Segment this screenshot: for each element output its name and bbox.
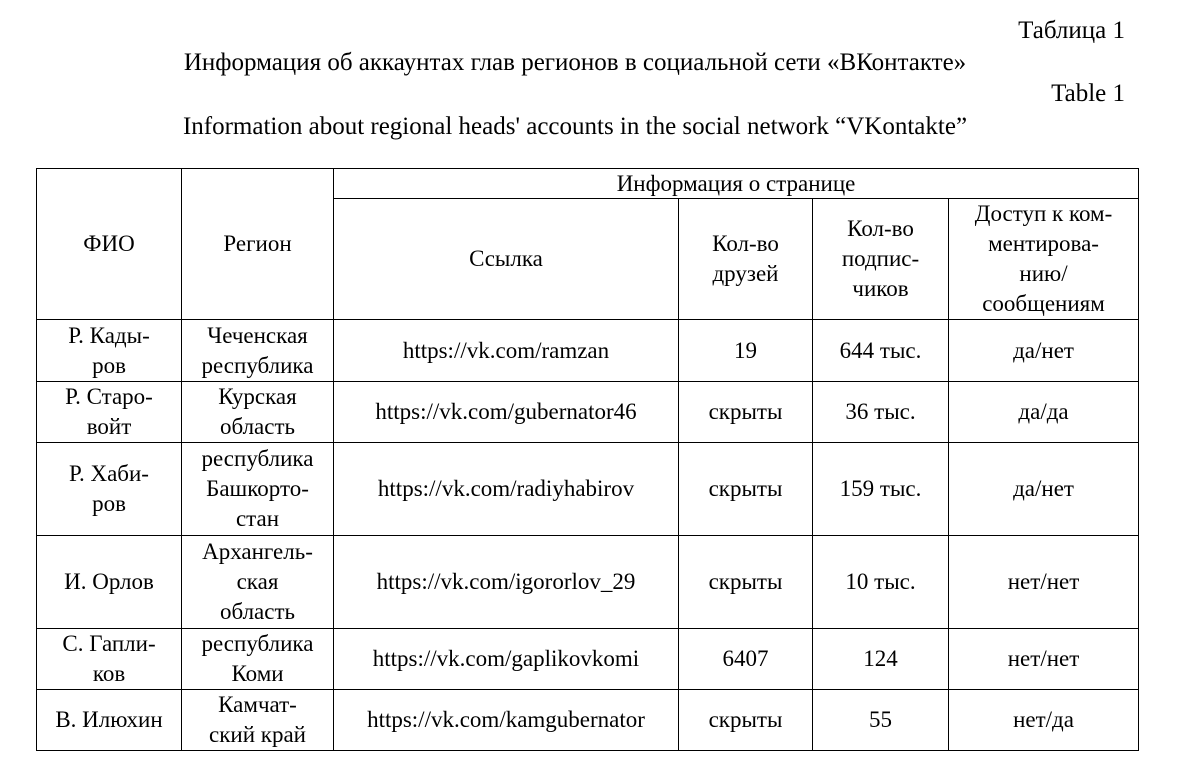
header-name: ФИО (37, 169, 182, 320)
cell-subscribers: 159 тыс. (813, 443, 949, 536)
header-row-top (37, 169, 1139, 199)
cell-region: Архангель- ская область (182, 536, 334, 629)
cell-access: нет/нет (949, 629, 1139, 690)
cell-access: да/да (949, 382, 1139, 443)
cell-link: https://vk.com/igororlov_29 (334, 536, 679, 629)
accounts-table (36, 168, 1139, 751)
header-friends: Кол-во друзей (679, 199, 813, 320)
cell-access: да/нет (949, 320, 1139, 382)
cell-subscribers: 124 (813, 629, 949, 690)
cell-friends: скрыты (679, 382, 813, 443)
cell-friends: 6407 (679, 629, 813, 690)
cell-access: нет/нет (949, 536, 1139, 629)
table-title-en: Information about regional heads' accounts in the social network “VKontakte” (182, 113, 968, 140)
table-header (37, 169, 1139, 320)
cell-friends: 19 (679, 320, 813, 382)
cell-subscribers: 644 тыс. (813, 320, 949, 382)
cell-region: республика Коми (182, 629, 334, 690)
cell-region: республика Башкорто- стан (182, 443, 334, 536)
cell-subscribers: 55 (813, 690, 949, 751)
cell-friends: скрыты (679, 690, 813, 751)
cell-region: Чеченская республика (182, 320, 334, 382)
cell-link: https://vk.com/gaplikovkomi (334, 629, 679, 690)
table-number-ru: Таблица 1 (1018, 17, 1125, 44)
table-body (37, 320, 1139, 751)
cell-name: Р. Хаби- ров (37, 443, 182, 536)
header-link: Ссылка (334, 199, 679, 320)
cell-access: да/нет (949, 443, 1139, 536)
cell-friends: скрыты (679, 443, 813, 536)
table-row (37, 690, 1139, 751)
table-row (37, 320, 1139, 382)
cell-name: С. Гапли- ков (37, 629, 182, 690)
cell-name: Р. Старо- войт (37, 382, 182, 443)
cell-link: https://vk.com/radiyhabirov (334, 443, 679, 536)
header-subscribers: Кол-во подпис- чиков (813, 199, 949, 320)
cell-friends: скрыты (679, 536, 813, 629)
table-title-ru: Информация об аккаунтах глав регионов в социальной сети «ВКонтакте» (183, 49, 967, 76)
table-row (37, 443, 1139, 536)
cell-name: Р. Кады- ров (37, 320, 182, 382)
cell-name: В. Илюхин (37, 690, 182, 751)
header-page-info: Информация о странице (334, 169, 1139, 199)
table-row (37, 629, 1139, 690)
cell-name: И. Орлов (37, 536, 182, 629)
header-region: Регион (182, 169, 334, 320)
cell-link: https://vk.com/kamgubernator (334, 690, 679, 751)
cell-access: нет/да (949, 690, 1139, 751)
table-row (37, 536, 1139, 629)
header-comments-access: Доступ к ком- ментирова- нию/ сообщениям (949, 199, 1139, 320)
cell-link: https://vk.com/gubernator46 (334, 382, 679, 443)
table-number-en: Table 1 (1051, 80, 1125, 107)
cell-link: https://vk.com/ramzan (334, 320, 679, 382)
table-row (37, 382, 1139, 443)
cell-subscribers: 36 тыс. (813, 382, 949, 443)
cell-region: Курская область (182, 382, 334, 443)
cell-region: Камчат- ский край (182, 690, 334, 751)
cell-subscribers: 10 тыс. (813, 536, 949, 629)
